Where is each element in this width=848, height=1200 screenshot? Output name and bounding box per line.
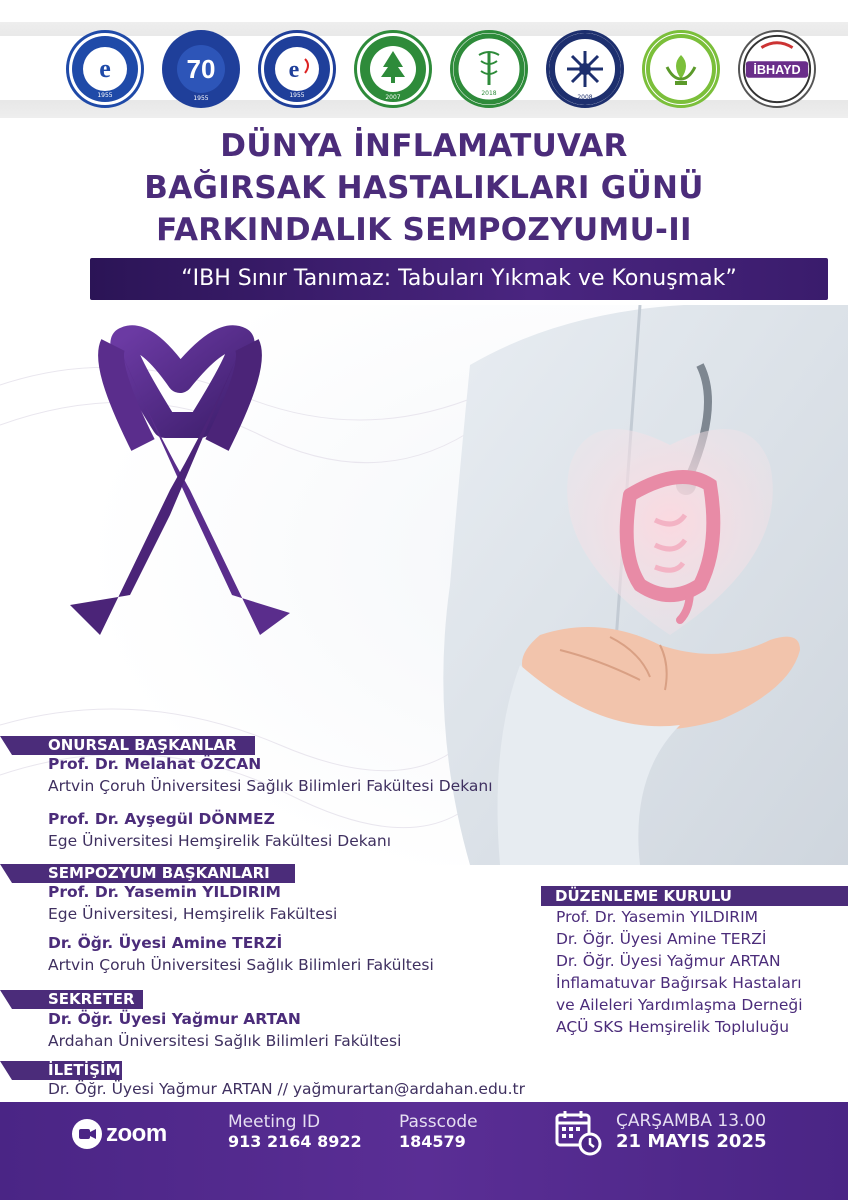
svg-text:İBHAYD: İBHAYD xyxy=(753,62,801,77)
svg-text:2018: 2018 xyxy=(481,90,497,97)
ardahan-logo xyxy=(546,30,624,108)
sempozyum-name-1: Prof. Dr. Yasemin YILDIRIM xyxy=(48,883,281,901)
sekreter-inst: Ardahan Üniversitesi Sağlık Bilimleri Fakültesi xyxy=(48,1032,402,1050)
passcode-label: Passcode xyxy=(399,1112,478,1132)
svg-text:2007: 2007 xyxy=(385,94,401,101)
kurul-item: İnflamatuvar Bağırsak Hastaları xyxy=(556,974,802,992)
svg-text:1955: 1955 xyxy=(289,92,305,99)
subtitle: “IBH Sınır Tanımaz: Tabuları Yıkmak ve Konuşmak” xyxy=(181,266,737,291)
onursal-name-1: Prof. Dr. Melahat ÖZCAN xyxy=(48,755,262,773)
zoom-logo xyxy=(72,1116,180,1152)
kurul-heading: DÜZENLEME KURULU xyxy=(541,886,848,906)
kurul-item: ve Aileleri Yardımlaşma Derneği xyxy=(556,996,803,1014)
kurul-item: AÇÜ SKS Hemşirelik Topluluğu xyxy=(556,1018,790,1036)
kurul-item: Prof. Dr. Yasemin YILDIRIM xyxy=(556,908,759,926)
event-date: 21 MAYIS 2025 xyxy=(616,1131,767,1152)
sempozyum-inst-2: Artvin Çoruh Üniversitesi Sağlık Bilimleri Fakültesi xyxy=(48,956,434,974)
sempozyum-name-2: Dr. Öğr. Üyesi Amine TERZİ xyxy=(48,934,283,952)
sekreter-name: Dr. Öğr. Üyesi Yağmur ARTAN xyxy=(48,1010,301,1028)
kurul-item: Dr. Öğr. Üyesi Amine TERZİ xyxy=(556,930,767,948)
logo-year: 1955 xyxy=(97,92,113,99)
ege-hemsirelik-logo xyxy=(258,30,336,108)
svg-text:1955: 1955 xyxy=(193,95,209,102)
onursal-name-2: Prof. Dr. Ayşegül DÖNMEZ xyxy=(48,810,275,828)
zoom-label: zoom xyxy=(106,1120,167,1147)
meeting-id-label: Meeting ID xyxy=(228,1112,321,1132)
title-line-1: DÜNYA İNFLAMATUVAR xyxy=(220,128,628,164)
ege-universitesi-logo xyxy=(66,30,144,108)
sempozyum-inst-1: Ege Üniversitesi, Hemşirelik Fakültesi xyxy=(48,905,338,923)
title-line-2: BAĞIRSAK HASTALIKLARI GÜNÜ xyxy=(144,170,704,206)
ibhayd-logo xyxy=(738,30,816,108)
artvin-saglik-logo xyxy=(450,30,528,108)
svg-text:e: e xyxy=(288,57,300,83)
svg-text:70: 70 xyxy=(186,54,216,84)
calendar-clock-icon xyxy=(554,1108,602,1156)
ege-universitesi-70-logo xyxy=(162,30,240,108)
kurul-item: Dr. Öğr. Üyesi Yağmur ARTAN xyxy=(556,952,781,970)
sekreter-heading: SEKRETER xyxy=(0,990,143,1009)
svg-text:2008: 2008 xyxy=(577,94,593,101)
svg-text:e: e xyxy=(99,54,111,83)
event-day-time: ÇARŞAMBA 13.00 xyxy=(616,1111,767,1131)
artvin-coruh-logo xyxy=(354,30,432,108)
onursal-inst-2: Ege Üniversitesi Hemşirelik Fakültesi Dekanı xyxy=(48,832,392,850)
onursal-inst-1: Artvin Çoruh Üniversitesi Sağlık Bilimleri Fakültesi Dekanı xyxy=(48,777,493,795)
iletisim-text: Dr. Öğr. Üyesi Yağmur ARTAN // yağmurartan@ardahan.edu.tr xyxy=(48,1080,526,1098)
zoom-camera-icon xyxy=(72,1119,102,1149)
onursal-heading: ONURSAL BAŞKANLAR xyxy=(0,736,255,755)
meeting-id-value[interactable]: 913 2164 8922 xyxy=(228,1132,362,1151)
title-line-3: FARKINDALIK SEMPOZYUMU-II xyxy=(156,212,692,248)
sempozyum-heading: SEMPOZYUM BAŞKANLARI xyxy=(0,864,295,883)
hemsirelik-toplulugu-logo xyxy=(642,30,720,108)
passcode-value[interactable]: 184579 xyxy=(399,1132,466,1151)
iletisim-heading: İLETİŞİM xyxy=(0,1061,122,1080)
